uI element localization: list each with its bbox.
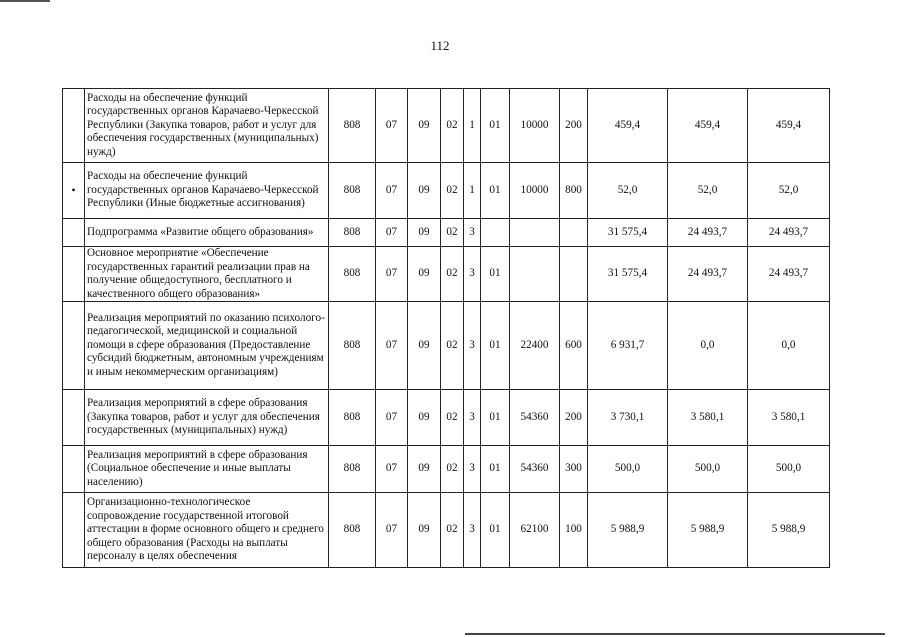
code-subprogram: 1	[464, 89, 481, 163]
code-direction: 10000	[510, 89, 560, 163]
amount-year-2: 0,0	[668, 302, 748, 390]
row-mark	[63, 493, 85, 568]
code-expense-type: 200	[560, 390, 588, 446]
code-direction	[510, 247, 560, 302]
code-program: 02	[441, 89, 464, 163]
code-ministry: 808	[329, 493, 376, 568]
code-program: 02	[441, 219, 464, 247]
code-expense-type: 100	[560, 493, 588, 568]
code-expense-type: 800	[560, 163, 588, 219]
amount-year-2: 52,0	[668, 163, 748, 219]
code-event: 01	[481, 493, 510, 568]
code-ministry: 808	[329, 219, 376, 247]
code-direction: 62100	[510, 493, 560, 568]
code-subprogram: 3	[464, 219, 481, 247]
code-section: 07	[376, 163, 408, 219]
scan-artifact-top	[0, 0, 50, 2]
amount-year-3: 500,0	[748, 446, 830, 493]
code-event: 01	[481, 247, 510, 302]
code-program: 02	[441, 163, 464, 219]
amount-year-1: 5 988,9	[588, 493, 668, 568]
code-expense-type	[560, 219, 588, 247]
code-direction: 54360	[510, 390, 560, 446]
amount-year-3: 24 493,7	[748, 219, 830, 247]
code-subprogram: 3	[464, 446, 481, 493]
item-name: Основное мероприятие «Обеспечение государственных гарантий реализации прав на получение общедоступного, бесплатного и качественного общего образования»	[85, 247, 329, 302]
code-section: 07	[376, 493, 408, 568]
amount-year-1: 31 575,4	[588, 219, 668, 247]
page-number: 112	[430, 38, 450, 53]
table-row	[63, 163, 830, 219]
code-subsection: 09	[408, 163, 441, 219]
item-name: Расходы на обеспечение функций государственных органов Карачаево-Черкесской Республики (Закупка товаров, работ и услуг для обеспечения государственных (муниципальных) нужд)	[85, 89, 329, 163]
code-expense-type	[560, 247, 588, 302]
table-row	[63, 89, 830, 163]
code-ministry: 808	[329, 89, 376, 163]
table-row	[63, 219, 830, 247]
table-row	[63, 493, 830, 568]
amount-year-2: 459,4	[668, 89, 748, 163]
code-direction: 22400	[510, 302, 560, 390]
amount-year-2: 500,0	[668, 446, 748, 493]
amount-year-3: 459,4	[748, 89, 830, 163]
amount-year-1: 52,0	[588, 163, 668, 219]
amount-year-1: 6 931,7	[588, 302, 668, 390]
code-section: 07	[376, 247, 408, 302]
amount-year-3: 5 988,9	[748, 493, 830, 568]
code-subprogram: 3	[464, 247, 481, 302]
code-section: 07	[376, 302, 408, 390]
code-subprogram: 3	[464, 493, 481, 568]
code-ministry: 808	[329, 247, 376, 302]
row-mark	[63, 302, 85, 390]
code-direction	[510, 219, 560, 247]
item-name: Реализация мероприятий в сфере образования (Закупка товаров, работ и услуг для обеспечения государственных (муниципальных) нужд)	[85, 390, 329, 446]
code-section: 07	[376, 390, 408, 446]
budget-table	[62, 88, 830, 568]
amount-year-3: 3 580,1	[748, 390, 830, 446]
table-row	[63, 390, 830, 446]
code-program: 02	[441, 390, 464, 446]
row-mark	[63, 390, 85, 446]
code-program: 02	[441, 446, 464, 493]
item-name: Расходы на обеспечение функций государственных органов Карачаево-Черкесской Республики (Иные бюджетные ассигнования)	[85, 163, 329, 219]
code-program: 02	[441, 247, 464, 302]
code-ministry: 808	[329, 446, 376, 493]
table-row	[63, 247, 830, 302]
item-name: Организационно-технологическое сопровождение государственной итоговой аттестации в форме основного общего и среднего общего образования (Расходы на выплаты персоналу в целях обеспечения	[85, 493, 329, 568]
code-event: 01	[481, 89, 510, 163]
code-subsection: 09	[408, 302, 441, 390]
code-subsection: 09	[408, 219, 441, 247]
amount-year-3: 24 493,7	[748, 247, 830, 302]
code-subsection: 09	[408, 247, 441, 302]
code-section: 07	[376, 219, 408, 247]
code-direction: 54360	[510, 446, 560, 493]
code-expense-type: 200	[560, 89, 588, 163]
amount-year-2: 24 493,7	[668, 219, 748, 247]
code-event	[481, 219, 510, 247]
code-subprogram: 3	[464, 302, 481, 390]
code-ministry: 808	[329, 163, 376, 219]
code-expense-type: 300	[560, 446, 588, 493]
code-subsection: 09	[408, 390, 441, 446]
code-direction: 10000	[510, 163, 560, 219]
code-expense-type: 600	[560, 302, 588, 390]
amount-year-1: 459,4	[588, 89, 668, 163]
amount-year-2: 5 988,9	[668, 493, 748, 568]
amount-year-1: 500,0	[588, 446, 668, 493]
row-mark	[63, 446, 85, 493]
code-subsection: 09	[408, 89, 441, 163]
code-event: 01	[481, 163, 510, 219]
code-program: 02	[441, 493, 464, 568]
item-name: Реализация мероприятий в сфере образования (Социальное обеспечение и иные выплаты населению)	[85, 446, 329, 493]
code-event: 01	[481, 302, 510, 390]
amount-year-2: 24 493,7	[668, 247, 748, 302]
table-row	[63, 446, 830, 493]
item-name: Реализация мероприятий по оказанию психолого-педагогической, медицинской и социальной помощи в сфере образования (Предоставление субсидий бюджетным, автономным учреждениям и иным некоммерческим организациям)	[85, 302, 329, 390]
item-name: Подпрограмма «Развитие общего образования»	[85, 219, 329, 247]
code-subsection: 09	[408, 493, 441, 568]
amount-year-3: 52,0	[748, 163, 830, 219]
row-mark	[63, 219, 85, 247]
code-program: 02	[441, 302, 464, 390]
code-subsection: 09	[408, 446, 441, 493]
code-event: 01	[481, 446, 510, 493]
row-mark: •	[63, 163, 85, 219]
code-subprogram: 1	[464, 163, 481, 219]
code-event: 01	[481, 390, 510, 446]
code-section: 07	[376, 89, 408, 163]
amount-year-1: 31 575,4	[588, 247, 668, 302]
code-section: 07	[376, 446, 408, 493]
amount-year-2: 3 580,1	[668, 390, 748, 446]
row-mark	[63, 247, 85, 302]
row-mark	[63, 89, 85, 163]
amount-year-1: 3 730,1	[588, 390, 668, 446]
code-subprogram: 3	[464, 390, 481, 446]
amount-year-3: 0,0	[748, 302, 830, 390]
code-ministry: 808	[329, 390, 376, 446]
table-row	[63, 302, 830, 390]
code-ministry: 808	[329, 302, 376, 390]
scan-artifact-bottom	[465, 633, 885, 635]
